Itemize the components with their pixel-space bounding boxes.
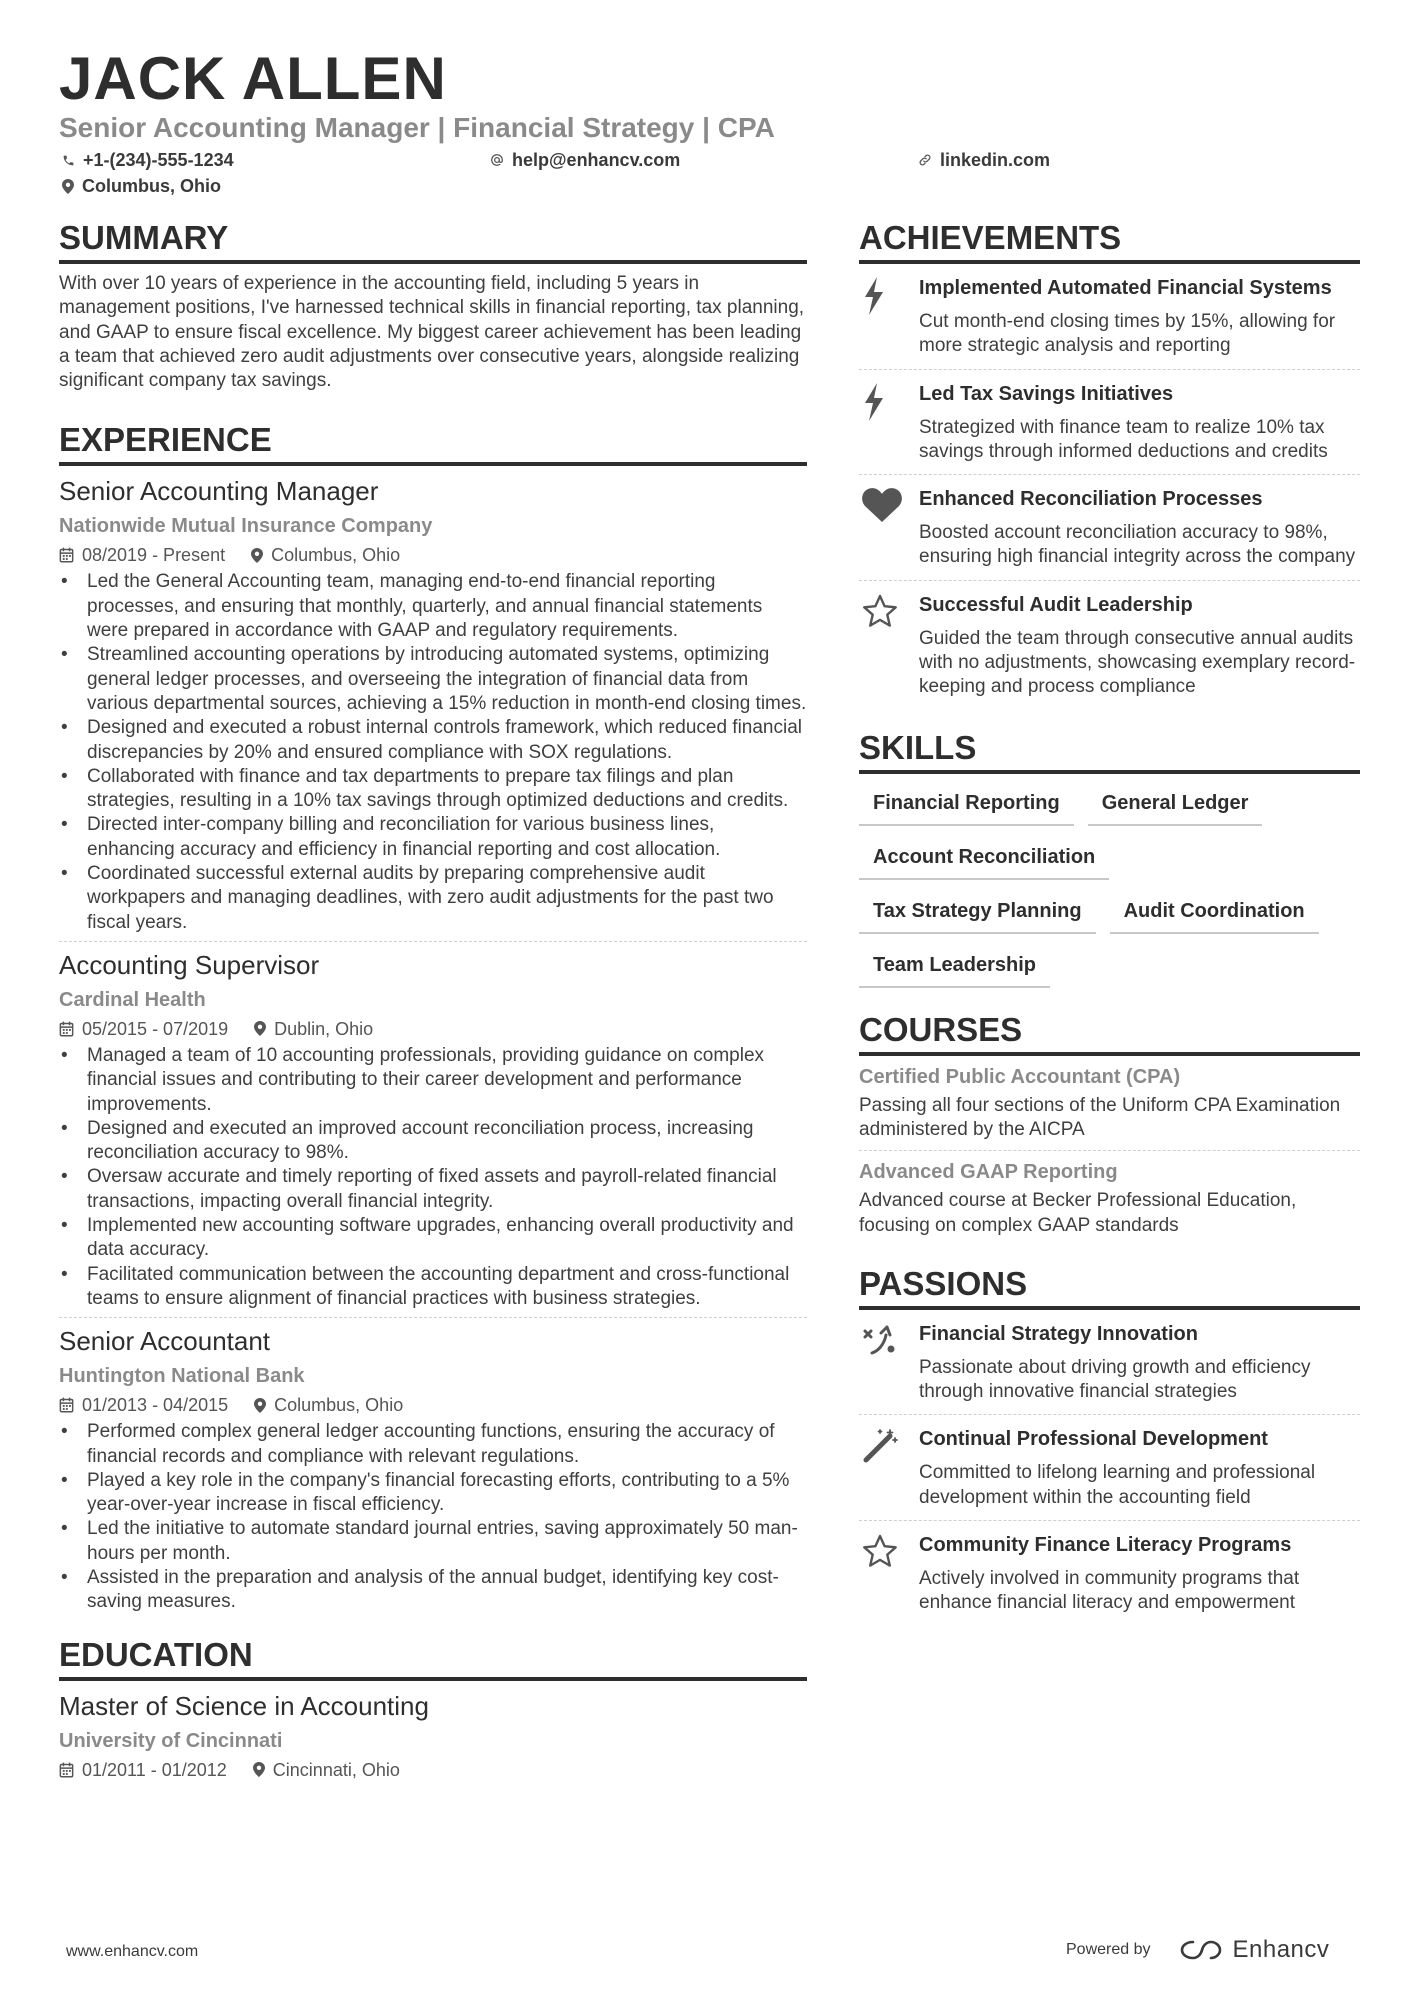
left-column xyxy=(59,218,807,1782)
bullet-item: • Assisted in the preparation and analysis of the annual budget, identifying key cost-saving measures. xyxy=(59,1566,807,1615)
bullet-item: • Led the General Accounting team, managing end-to-end financial reporting processes, and ensuring that monthly, quarterly, and annual financial statements were prepared in accordance with GAAP and regulatory requirements. xyxy=(59,570,807,643)
skills-section xyxy=(859,728,1360,996)
bullet-item: • Designed and executed an improved account reconciliation process, increasing reconciliation accuracy to 98%. xyxy=(59,1117,807,1166)
job-bullets xyxy=(59,1044,807,1311)
company-name: Cardinal Health xyxy=(59,988,206,1011)
magic-wand-icon xyxy=(862,1428,898,1464)
star-icon xyxy=(862,594,898,628)
bullet-item: • Managed a team of 10 accounting professionals, providing guidance on complex financial issues and contributing to their career development and performance improvements. xyxy=(59,1044,807,1117)
job-location xyxy=(254,1017,373,1041)
passion-title: Financial Strategy Innovation xyxy=(919,1322,1198,1345)
email-text: help@enhancv.com xyxy=(512,150,681,170)
skill-tag: Audit Coordination xyxy=(1110,888,1319,934)
achievement-title: Led Tax Savings Initiatives xyxy=(919,382,1174,405)
candidate-name: JACK ALLEN xyxy=(59,45,447,112)
job-location-text: Dublin, Ohio xyxy=(274,1018,374,1039)
job-dates: 05/2015 - 07/2019 xyxy=(82,1018,229,1039)
job-entry xyxy=(59,941,807,1317)
bullet-item: • Implemented new accounting software upgrades, enhancing overall productivity and data accuracy. xyxy=(59,1214,807,1263)
at-icon xyxy=(490,153,504,167)
job-location xyxy=(254,1393,403,1417)
achievements-section xyxy=(859,218,1360,710)
skills-list xyxy=(859,780,1360,996)
location-pin-icon xyxy=(253,1762,265,1777)
summary-section xyxy=(59,218,807,393)
company-name: Nationwide Mutual Insurance Company xyxy=(59,515,433,538)
education-title: EDUCATION xyxy=(59,1635,807,1681)
calendar-icon xyxy=(59,1762,74,1778)
achievement-desc: Strategized with finance team to realize 10% tax savings through informed deductions and credits xyxy=(919,416,1328,462)
course-title: Advanced GAAP Reporting xyxy=(859,1161,1118,1184)
bullet-item: • Facilitated communication between the accounting department and cross-functional teams to ensure alignment of financial practices with business strategies. xyxy=(59,1263,807,1312)
achievement-item xyxy=(859,474,1360,580)
link-icon xyxy=(918,153,932,167)
headline: Senior Accounting Manager | Financial Strategy | CPA xyxy=(59,112,775,143)
bullet-item: • Performed complex general ledger accounting functions, ensuring the accuracy of financial records and compliance with relevant regulations. xyxy=(59,1420,807,1469)
summary-text: With over 10 years of experience in the accounting field, including 5 years in management positions, I've harnessed technical skills in financial reporting, tax planning, and GAAP to ensure fiscal excellence. My biggest career achievement has been leading a team that achieved zero audit adjustments over consecutive years, alongside realizing significant company tax savings. xyxy=(59,273,805,392)
courses-section xyxy=(859,1010,1360,1246)
course-item xyxy=(859,1150,1360,1246)
passion-desc: Committed to lifelong learning and professional development within the accounting field xyxy=(919,1462,1316,1508)
footer-powered-by[interactable] xyxy=(1066,1936,1329,1964)
achievement-item xyxy=(859,369,1360,475)
calendar-icon xyxy=(59,1021,74,1037)
calendar-icon xyxy=(59,1397,74,1413)
job-location xyxy=(251,543,400,567)
linkedin-text: linkedin.com xyxy=(940,150,1051,170)
passion-desc: Actively involved in community programs that enhance financial literacy and empowerment xyxy=(919,1568,1300,1614)
footer-website[interactable]: www.enhancv.com xyxy=(66,1943,199,1960)
passion-title: Continual Professional Development xyxy=(919,1428,1268,1451)
achievement-title: Enhanced Reconciliation Processes xyxy=(919,488,1263,511)
job-entry xyxy=(59,1317,807,1620)
skill-tag: Financial Reporting xyxy=(859,780,1074,826)
skill-tag: General Ledger xyxy=(1088,780,1263,826)
degree-title: Master of Science in Accounting xyxy=(59,1690,429,1721)
bullet-item: • Designed and executed a robust internal controls framework, which reduced financial discrepancies by 20% and ensured compliance with SOX regulations. xyxy=(59,716,807,765)
bullet-item: • Collaborated with finance and tax departments to prepare tax filings and plan strategies, resulting in a 10% tax savings through optimized deductions and credits. xyxy=(59,765,807,814)
education-section xyxy=(59,1635,807,1782)
calendar-icon xyxy=(59,547,74,563)
contact-location xyxy=(62,174,221,198)
achievement-title: Implemented Automated Financial Systems xyxy=(919,277,1332,299)
heart-icon xyxy=(862,488,902,522)
bullet-item: • Played a key role in the company's financial forecasting efforts, contributing to a 5% year-over-year increase in fiscal efficiency. xyxy=(59,1469,807,1518)
company-name: Huntington National Bank xyxy=(59,1365,305,1388)
job-location-text: Columbus, Ohio xyxy=(274,1395,404,1416)
education-location-text: Cincinnati, Ohio xyxy=(272,1759,400,1780)
course-item xyxy=(859,1056,1360,1151)
passions-section xyxy=(859,1264,1360,1626)
job-meta xyxy=(59,1017,807,1041)
location-text: Columbus, Ohio xyxy=(82,176,221,196)
job-title: Senior Accountant xyxy=(59,1326,271,1357)
passion-item xyxy=(859,1414,1360,1520)
bullet-item: • Oversaw accurate and timely reporting of fixed assets and payroll-related financial transactions, impacting overall financial integrity. xyxy=(59,1165,807,1214)
job-location-text: Columbus, Ohio xyxy=(271,545,401,566)
bullet-item: • Streamlined accounting operations by introducing automated systems, optimizing general ledger processes, and overseeing the integration of financial data from various departmental sources, achieving a 15% reduction in month-end closing times. xyxy=(59,643,807,716)
achievement-title: Successful Audit Leadership xyxy=(919,593,1193,616)
job-bullets xyxy=(59,1420,807,1614)
contact-phone[interactable] xyxy=(62,148,234,172)
courses-title: COURSES xyxy=(859,1010,1360,1056)
education-meta xyxy=(59,1758,807,1782)
bullet-item: • Coordinated successful external audits by preparing comprehensive audit workpapers and managing deadlines, with zero audit adjustments for the past two fiscal years. xyxy=(59,862,807,935)
summary-title: SUMMARY xyxy=(59,218,807,264)
achievement-desc: Boosted account reconciliation accuracy to 98%, ensuring high financial integrity across the company xyxy=(919,522,1356,568)
school-name: University of Cincinnati xyxy=(59,1729,283,1752)
brand-name: Enhancv xyxy=(1232,1936,1330,1963)
skill-tag: Tax Strategy Planning xyxy=(859,888,1096,934)
course-desc: Passing all four sections of the Uniform CPA Examination administered by the AICPA xyxy=(859,1094,1341,1140)
passion-item xyxy=(859,1520,1360,1626)
achievement-item xyxy=(859,264,1360,369)
bullet-item: • Directed inter-company billing and reconciliation for various business lines, enhancing accuracy and efficiency in financial reporting and cost allocation. xyxy=(59,813,807,862)
powered-by-label: Powered by xyxy=(1066,1941,1151,1958)
location-pin-icon xyxy=(254,1398,266,1413)
skill-tag: Team Leadership xyxy=(859,942,1050,988)
right-column xyxy=(859,218,1360,1626)
phone-icon xyxy=(62,154,75,167)
contact-email[interactable] xyxy=(490,148,680,172)
enhancv-logo-icon xyxy=(1179,1938,1225,1962)
job-dates: 01/2013 - 04/2015 xyxy=(82,1395,229,1416)
bullet-item: • Led the initiative to automate standard journal entries, saving approximately 50 man-hours per month. xyxy=(59,1517,807,1566)
passion-title: Community Finance Literacy Programs xyxy=(919,1534,1292,1557)
bolt-icon xyxy=(862,383,886,421)
passions-title: PASSIONS xyxy=(859,1264,1360,1310)
bolt-icon xyxy=(862,277,886,315)
location-pin-icon xyxy=(251,548,263,563)
education-dates: 01/2011 - 01/2012 xyxy=(82,1759,227,1780)
job-meta xyxy=(59,1393,807,1417)
achievement-item xyxy=(859,580,1360,710)
passion-item xyxy=(859,1310,1360,1415)
experience-title: EXPERIENCE xyxy=(59,420,807,466)
job-entry xyxy=(59,474,807,940)
experience-section xyxy=(59,420,807,1620)
contact-linkedin[interactable] xyxy=(918,148,1050,172)
strategy-icon xyxy=(862,1323,898,1357)
location-pin-icon xyxy=(254,1021,266,1036)
education-location xyxy=(253,1758,400,1782)
job-meta xyxy=(59,543,807,567)
skill-tag: Account Reconciliation xyxy=(859,834,1109,880)
passion-desc: Passionate about driving growth and efficiency through innovative financial strategies xyxy=(919,1356,1311,1403)
achievement-desc: Guided the team through consecutive annual audits with no adjustments, showcasing exemplary record-keeping and process compliance xyxy=(919,627,1356,698)
achievements-title: ACHIEVEMENTS xyxy=(859,218,1360,264)
skills-title: SKILLS xyxy=(859,728,1360,774)
job-dates: 08/2019 - Present xyxy=(82,545,226,566)
course-desc: Advanced course at Becker Professional Education, focusing on complex GAAP standards xyxy=(859,1190,1297,1236)
star-icon xyxy=(862,1534,898,1568)
achievement-desc: Cut month-end closing times by 15%, allowing for more strategic analysis and reporting xyxy=(919,311,1336,357)
job-bullets xyxy=(59,570,807,934)
phone-text: +1-(234)-555-1234 xyxy=(83,150,234,170)
location-pin-icon xyxy=(62,179,74,194)
job-title: Accounting Supervisor xyxy=(59,949,320,980)
course-title: Certified Public Accountant (CPA) xyxy=(859,1065,1181,1088)
job-title: Senior Accounting Manager xyxy=(59,476,379,507)
